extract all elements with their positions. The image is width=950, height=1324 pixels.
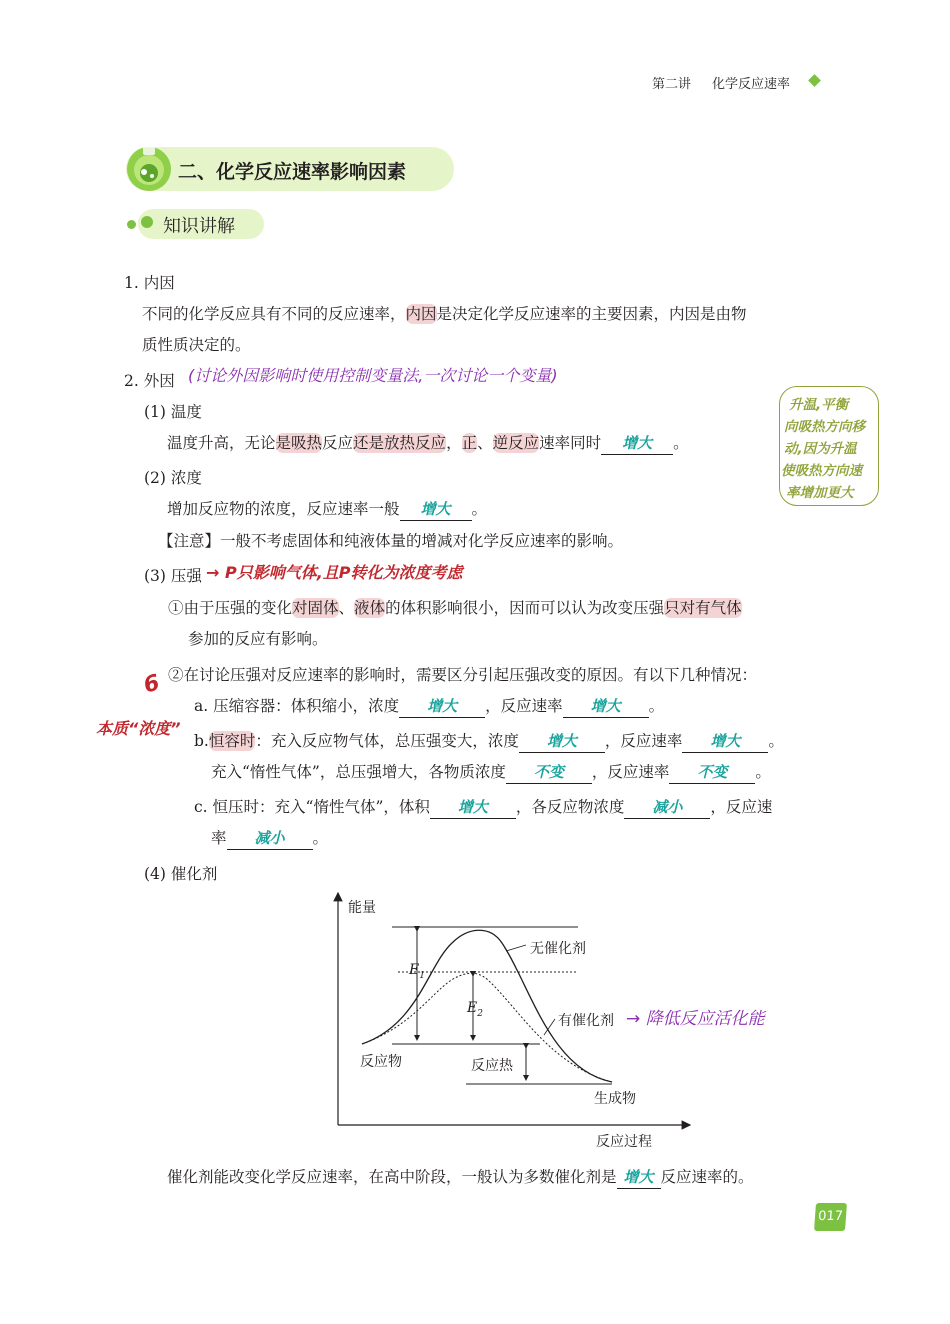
temperature-heading: (1) 温度 (144, 403, 202, 421)
concentration-line: 增加反应物的浓度，反应速率一般 增大 。 (167, 497, 487, 521)
pressure-case-c2: 率 减小 。 (211, 826, 328, 850)
sticky-note-line3: 动,因为升温 (784, 441, 857, 457)
margin-note: 本质“浓度” (96, 719, 181, 738)
diagram-y-label: 能量 (348, 900, 376, 916)
diagram-x-label: 反应过程 (596, 1134, 652, 1150)
sticky-note-line2: 向吸热方向移 (784, 419, 865, 435)
subsection-title: 知识讲解 (163, 216, 235, 237)
external-heading: 2. 外因 (124, 372, 175, 390)
external-annotation: (讨论外因影响时使用控制变量法,一次讨论一个变量) (188, 366, 558, 385)
flask-icon (124, 143, 174, 193)
pressure-point1-line2: 参加的反应有影响。 (188, 630, 328, 648)
pressure-heading: (3) 压强 (144, 567, 202, 585)
diagram-cat-annotation: → 降低反应活化能 (626, 1009, 765, 1029)
concentration-heading: (2) 浓度 (144, 469, 202, 487)
temperature-blank-answer: 增大 (622, 434, 653, 452)
diagram-uncat-label: 无催化剂 (530, 941, 586, 957)
internal-heading: 1. 内因 (124, 274, 175, 292)
sticky-note-line1: 升温,平衡 (789, 397, 849, 413)
bullet-ring-icon (138, 213, 156, 231)
temperature-line: 温度升高，无论是吸热反应还是放热反应，正、逆反应速率同时 增大 。 (167, 431, 689, 455)
diagram-product-label: 生成物 (594, 1091, 636, 1107)
pressure-case-b2: 充入“惰性气体”，总压强增大，各物质浓度 不变 ，反应速率 不变 。 (211, 760, 771, 784)
diagram-heat-label: 反应热 (471, 1058, 513, 1074)
diagram-reactant-label: 反应物 (360, 1054, 402, 1070)
pressure-point2: ②在讨论压强对反应速率的影响时，需要区分引起压强改变的原因。有以下几种情况： (168, 666, 758, 684)
concentration-note: 【注意】一般不考虑固体和纯液体量的增减对化学反应速率的影响。 (158, 532, 624, 550)
concentration-blank-answer: 增大 (420, 500, 451, 518)
pressure-point1-line1: ①由于压强的变化对固体、液体的体积影响很小，因而可以认为改变压强只对有气体 (168, 599, 742, 617)
pressure-case-a: a. 压缩容器：体积缩小，浓度 增大 ，反应速率 增大 。 (194, 694, 664, 718)
section-title: 二、化学反应速率影响因素 (178, 161, 407, 183)
pressure-annotation: → P只影响气体,且P转化为浓度考虑 (206, 563, 463, 582)
margin-note-number: 6 (141, 670, 163, 699)
sticky-note-line5: 率增加更大 (786, 485, 854, 501)
sticky-note-line4: 使吸热方向速 (781, 463, 862, 479)
pressure-case-b: b.恒容时：充入反应物气体，总压强变大，浓度 增大 ，反应速率 增大 。 (194, 729, 784, 753)
diamond-icon (808, 74, 821, 87)
page-number: 017 (814, 1203, 847, 1231)
highlight-neiyin: 内因 (405, 305, 437, 323)
pressure-case-c: c. 恒压时：充入“惰性气体”，体积 增大 ，各反应物浓度 减小 ，反应速 (194, 795, 772, 819)
bullet-dot-icon (127, 220, 136, 229)
catalyst-sentence: 催化剂能改变化学反应速率，在高中阶段，一般认为多数催化剂是 增大 反应速率的。 (167, 1165, 754, 1189)
diagram-cat-label: 有催化剂 (558, 1013, 614, 1029)
header-chapter: 第二讲 (652, 77, 692, 92)
internal-paragraph-line1: 不同的化学反应具有不同的反应速率，内因是决定化学反应速率的主要因素，内因是由物 (142, 305, 747, 323)
diagram-e1-label: $E_1$ (409, 962, 425, 981)
uncat-label-leader (506, 945, 526, 951)
catalyst-heading: (4) 催化剂 (144, 865, 218, 883)
header-title: 化学反应速率 (712, 77, 791, 92)
internal-paragraph-line2: 质性质决定的。 (142, 336, 251, 354)
diagram-e2-label: $E_2$ (467, 1000, 483, 1019)
